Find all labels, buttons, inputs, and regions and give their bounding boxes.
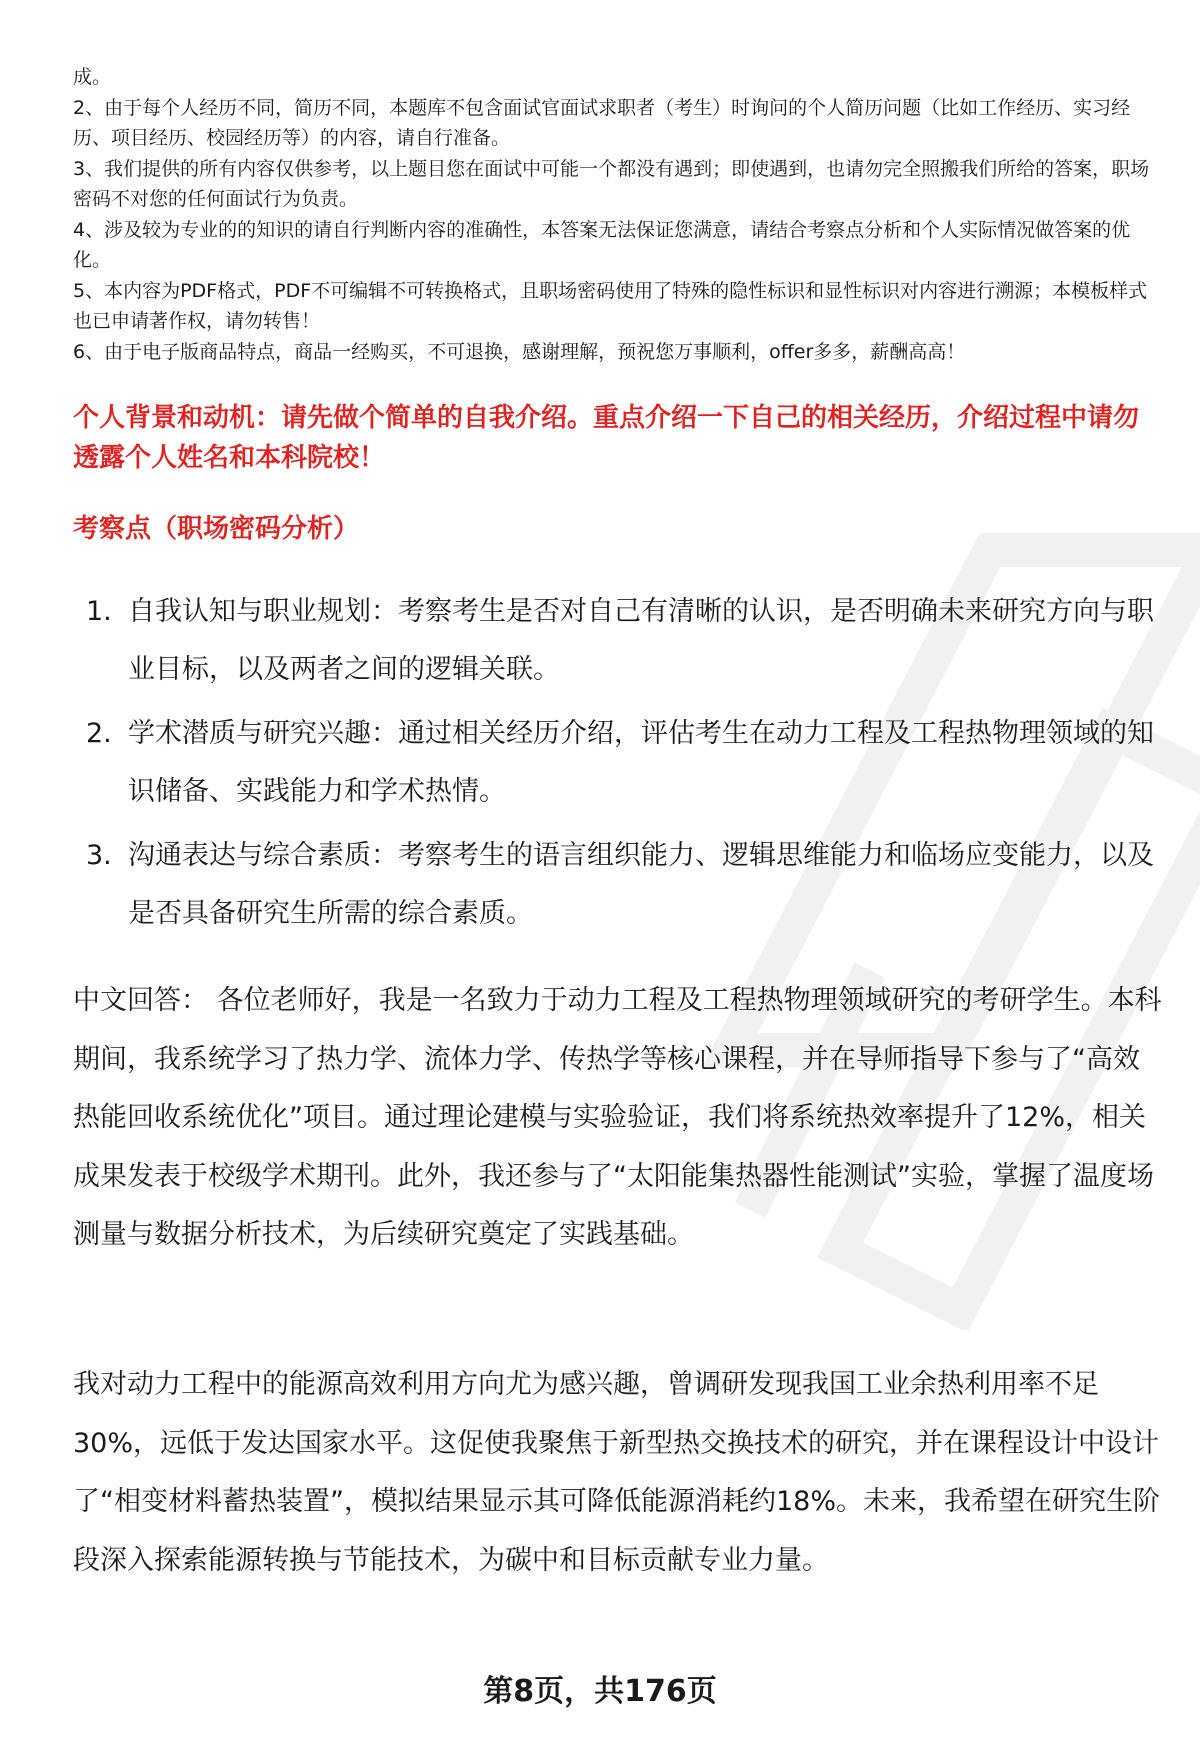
note-item: 4、涉及较为专业的的知识的请自行判断内容的准确性，本答案无法保证您满意，请结合考察点分析和个人实际情况做答案的优化。: [73, 218, 1131, 271]
note-item: 2、由于每个人经历不同，简历不同，本题库不包含面试官面试求职者（考生）时询问的个人简历问题（比如工作经历、实习经历、项目经历、校园经历等）的内容，请自行准备。: [73, 96, 1131, 149]
page-number: 第8页，共176页: [483, 1674, 717, 1709]
points-heading: 考察点（职场密码分析）: [73, 514, 360, 544]
note-item: 6、由于电子版商品特点，商品一经购买，不可退换，感谢理解，预祝您万事顺利，offer多多，薪酬高高！: [73, 340, 966, 363]
point-item: [73, 705, 1163, 821]
note-item: 成。: [73, 66, 112, 88]
point-text: 自我认知与职业规划：考察考生是否对自己有清晰的认识，是否明确未来研究方向与职业目标，以及两者之间的逻辑关联。: [128, 596, 1154, 685]
point-number: 2.: [86, 718, 112, 749]
point-item: [73, 583, 1163, 699]
point-number: 3.: [86, 840, 112, 871]
point-text: 沟通表达与综合素质：考察考生的语言组织能力、逻辑思维能力和临场应变能力，以及是否具备研究生所需的综合素质。: [128, 840, 1154, 929]
point-text: 学术潜质与研究兴趣：通过相关经历介绍，评估考生在动力工程及工程热物理领域的知识储备、实践能力和学术热情。: [128, 718, 1154, 807]
question-heading: 个人背景和动机：请先做个简单的自我介绍。重点介绍一下自己的相关经历，介绍过程中请勿透露个人姓名和本科院校！: [73, 403, 1140, 473]
answer-paragraph-1: 中文回答： 各位老师好，我是一名致力于动力工程及工程热物理领域研究的考研学生。本科期间，我系统学习了热力学、流体力学、传热学等核心课程，并在导师指导下参与了“高效热能回收系统优化”项目。通过理论建模与实验验证，我们将系统热效率提升了12%，相关成果发表于校级学术期刊。此外，我还参与了“太阳能集热器性能测试”实验，掌握了温度场测量与数据分析技术，为后续研究奠定了实践基础。: [73, 985, 1162, 1250]
answer-paragraph-2: 我对动力工程中的能源高效利用方向尤为感兴趣，曾调研发现我国工业余热利用率不足30%，远低于发达国家水平。这促使我聚焦于新型热交换技术的研究，并在课程设计中设计了“相变材料蓄热装置”，模拟结果显示其可降低能源消耗约18%。未来，我希望在研究生阶段深入探索能源转换与节能技术，为碳中和目标贡献专业力量。: [73, 1369, 1160, 1576]
notes-list: [73, 62, 1163, 367]
note-item: 3、我们提供的所有内容仅供参考，以上题目您在面试中可能一个都没有遇到；即使遇到，也请勿完全照搬我们所给的答案，职场密码不对您的任何面试行为负责。: [73, 157, 1150, 210]
point-number: 1.: [86, 596, 112, 627]
note-item: 5、本内容为PDF格式，PDF不可编辑不可转换格式，且职场密码使用了特殊的隐性标识和显性标识对内容进行溯源；本模板样式也已申请著作权，请勿转售！: [73, 279, 1148, 332]
point-item: [73, 827, 1163, 943]
points-list: [73, 583, 1163, 949]
